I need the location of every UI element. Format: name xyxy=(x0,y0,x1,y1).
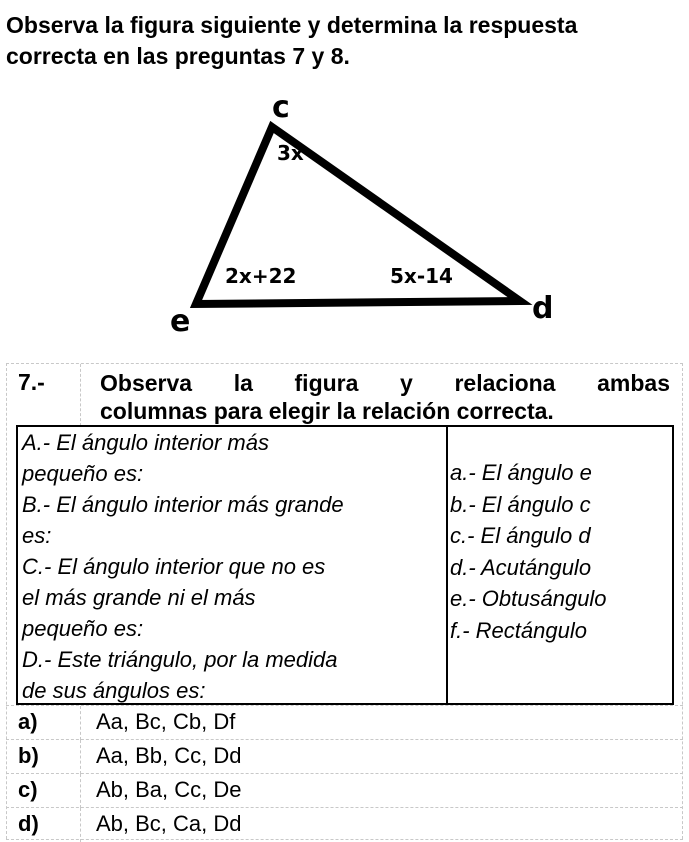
right-item: f.- Rectángulo xyxy=(450,617,587,643)
left-item-line: B.- El ángulo interior más grande xyxy=(22,492,344,517)
right-item: e.- Obtusángulo xyxy=(450,586,607,611)
answer-letter: a) xyxy=(18,709,38,734)
vertex-label-c: c xyxy=(272,90,290,125)
question-number: 7.- xyxy=(18,369,45,395)
right-item: c.- El ángulo d xyxy=(450,523,591,548)
answer-text: Aa, Bc, Cb, Df xyxy=(96,709,236,734)
right-item: a.- El ángulo e xyxy=(450,460,592,485)
left-item-line: D.- Este triángulo, por la medida xyxy=(22,647,338,672)
matching-right-column xyxy=(450,457,660,646)
angle-label-d: 5x-14 xyxy=(390,264,453,288)
answer-option-d[interactable] xyxy=(6,807,683,842)
left-item-line: A.- El ángulo interior más xyxy=(22,430,269,455)
answer-option-c[interactable] xyxy=(6,773,683,808)
answer-text: Ab, Bc, Ca, Dd xyxy=(96,811,242,836)
triangle-figure xyxy=(0,0,689,360)
left-item-line: pequeño es: xyxy=(22,616,144,641)
question-text-line-1: Observa la figura y relaciona ambas xyxy=(100,370,670,396)
answer-letter: d) xyxy=(18,811,39,836)
answer-letter: b) xyxy=(18,743,39,768)
right-item: b.- El ángulo c xyxy=(450,491,591,517)
question-text xyxy=(100,369,670,425)
answer-option-a[interactable] xyxy=(6,705,683,740)
instructions-line-1: Observa la figura siguiente y determina la respuesta xyxy=(6,12,578,38)
question-row xyxy=(6,363,683,426)
left-item-line: de sus ángulos es: xyxy=(22,678,206,703)
angle-label-e: 2x+22 xyxy=(225,264,297,288)
left-item-line: el más grande ni el más xyxy=(22,585,256,610)
angle-label-c: 3x xyxy=(277,141,304,165)
answer-option-b[interactable] xyxy=(6,739,683,774)
answer-letter: c) xyxy=(18,777,38,802)
answer-text: Ab, Ba, Cc, De xyxy=(96,777,242,802)
answer-text: Aa, Bb, Cc, Dd xyxy=(96,743,242,768)
left-item-line: pequeño es: xyxy=(22,461,144,486)
right-item: d.- Acutángulo xyxy=(450,554,592,580)
matching-left-column xyxy=(22,427,426,706)
left-item-line: es: xyxy=(22,523,52,548)
left-item-line: C.- El ángulo interior que no es xyxy=(22,554,326,579)
vertex-label-d: d xyxy=(532,291,554,326)
vertex-label-e: e xyxy=(170,304,191,339)
question-text-line-2: columnas para elegir la relación correcta. xyxy=(100,398,554,424)
instructions-line-2: correcta en las preguntas 7 y 8. xyxy=(6,43,350,69)
